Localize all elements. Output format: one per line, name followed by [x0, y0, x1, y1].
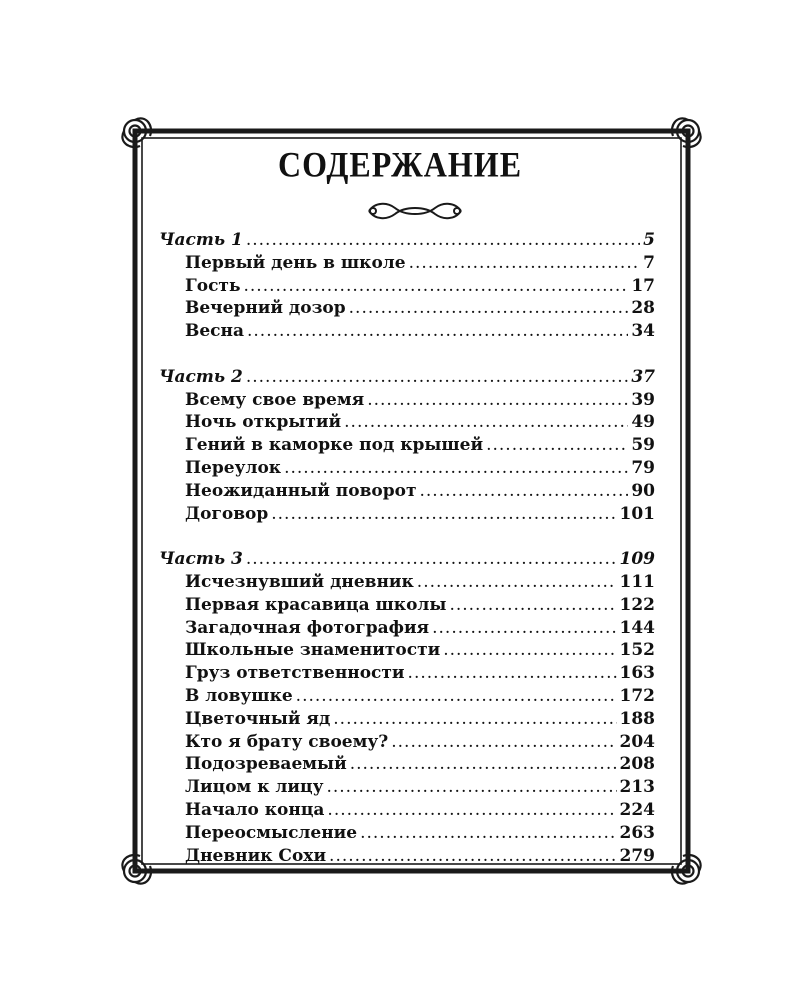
chapter-label: Всему свое время	[185, 389, 365, 410]
chapter-label: Неожиданный поворот	[185, 480, 417, 501]
chapter-label: Кто я брату своему?	[185, 731, 389, 752]
page-number: 224	[619, 799, 655, 820]
part-label: Часть 1	[159, 230, 243, 250]
leader-dots	[344, 411, 628, 434]
page-number: 163	[619, 663, 655, 684]
leader-dots	[244, 275, 629, 298]
toc-chapter-entry[interactable]	[155, 389, 655, 412]
part-label: Часть 2	[159, 366, 243, 387]
leader-dots	[350, 753, 617, 776]
toc-chapter-entry[interactable]	[155, 753, 655, 776]
leader-dots	[432, 617, 616, 640]
toc-chapter-entry[interactable]	[155, 708, 655, 731]
chapter-label: Переулок	[185, 457, 282, 478]
toc-part-entry[interactable]	[155, 548, 655, 571]
part-block	[155, 548, 655, 867]
chapter-label: В ловушке	[185, 685, 293, 706]
part-label: Часть 3	[159, 549, 243, 570]
leader-dots	[367, 389, 628, 412]
toc-chapter-entry[interactable]	[155, 571, 655, 594]
toc-chapter-entry[interactable]	[155, 297, 655, 320]
chapter-label: Лицом к лицу	[185, 777, 324, 798]
toc-chapter-entry[interactable]	[155, 594, 655, 617]
leader-dots	[486, 434, 628, 457]
toc-chapter-entry[interactable]	[155, 731, 655, 754]
leader-dots	[296, 685, 617, 708]
leader-dots	[246, 229, 640, 252]
chapter-label: Подозреваемый	[185, 754, 347, 775]
flourish-ornament-icon	[365, 196, 465, 226]
page-number: 39	[631, 389, 655, 410]
page-number: 79	[631, 457, 655, 478]
page-number: 90	[631, 480, 655, 501]
chapter-label: Груз ответственности	[185, 663, 405, 684]
chapter-label: Ночь открытий	[185, 412, 342, 433]
chapter-label: Дневник Сохи	[185, 845, 327, 866]
leader-dots	[326, 776, 616, 799]
page-number: 279	[619, 845, 655, 866]
toc-chapter-entry[interactable]	[155, 411, 655, 434]
chapter-label: Школьные знаменитости	[185, 640, 441, 661]
leader-dots	[247, 320, 628, 343]
page-number: 7	[643, 252, 655, 273]
page-number: 144	[619, 617, 655, 638]
page-number: 49	[631, 412, 655, 433]
leader-dots	[391, 731, 616, 754]
chapter-label: Первая красавица школы	[185, 594, 447, 615]
chapter-label: Первый день в школе	[185, 252, 406, 273]
leader-dots	[408, 662, 617, 685]
leader-dots	[329, 845, 616, 868]
page-number: 213	[619, 777, 655, 798]
toc-chapter-entry[interactable]	[155, 617, 655, 640]
toc-chapter-entry[interactable]	[155, 662, 655, 685]
leader-dots	[333, 708, 616, 731]
chapter-label: Договор	[185, 503, 269, 524]
chapter-label: Гений в каморке под крышей	[185, 435, 484, 456]
toc-chapter-entry[interactable]	[155, 845, 655, 868]
table-of-contents	[155, 229, 655, 867]
leader-dots	[409, 252, 641, 275]
page-number: 34	[631, 321, 655, 342]
leader-dots	[327, 799, 616, 822]
toc-part-entry[interactable]	[155, 229, 655, 252]
toc-chapter-entry[interactable]	[155, 822, 655, 845]
leader-dots	[246, 366, 628, 389]
chapter-label: Исчезнувший дневник	[185, 571, 414, 592]
chapter-label: Загадочная фотография	[185, 617, 430, 638]
toc-chapter-entry[interactable]	[155, 480, 655, 503]
chapter-label: Начало конца	[185, 799, 325, 820]
leader-dots	[419, 480, 628, 503]
page-number: 152	[619, 640, 655, 661]
leader-dots	[449, 594, 616, 617]
toc-chapter-entry[interactable]	[155, 320, 655, 343]
leader-dots	[271, 503, 616, 526]
page-number: 109	[619, 549, 655, 570]
toc-chapter-entry[interactable]	[155, 434, 655, 457]
leader-dots	[417, 571, 617, 594]
page-number: 37	[631, 366, 655, 387]
leader-dots	[246, 548, 617, 571]
page-number: 5	[643, 230, 655, 250]
toc-chapter-entry[interactable]	[155, 457, 655, 480]
toc-chapter-entry[interactable]	[155, 275, 655, 298]
page-number: 17	[631, 275, 655, 296]
page-number: 204	[619, 731, 655, 752]
leader-dots	[284, 457, 628, 480]
part-block	[155, 229, 655, 343]
page-number: 28	[631, 298, 655, 319]
leader-dots	[349, 297, 629, 320]
chapter-label: Вечерний дозор	[185, 298, 346, 319]
leader-dots	[443, 639, 616, 662]
page-number: 263	[619, 822, 655, 843]
chapter-label: Переосмысление	[185, 822, 358, 843]
page-title: СОДЕРЖАНИЕ	[277, 143, 523, 185]
page-number: 101	[619, 503, 655, 524]
toc-chapter-entry[interactable]	[155, 799, 655, 822]
part-block	[155, 366, 655, 526]
leader-dots	[360, 822, 616, 845]
toc-chapter-entry[interactable]	[155, 252, 655, 275]
chapter-label: Весна	[185, 321, 244, 342]
toc-chapter-entry[interactable]	[155, 685, 655, 708]
toc-part-entry[interactable]	[155, 366, 655, 389]
toc-chapter-entry[interactable]	[155, 776, 655, 799]
chapter-label: Цветочный яд	[185, 708, 331, 729]
page-number: 111	[619, 571, 655, 592]
page-number: 188	[619, 708, 655, 729]
page-number: 122	[619, 594, 655, 615]
page-number: 59	[631, 435, 655, 456]
toc-chapter-entry[interactable]	[155, 503, 655, 526]
toc-chapter-entry[interactable]	[155, 639, 655, 662]
chapter-label: Гость	[185, 275, 241, 296]
page-number: 172	[619, 685, 655, 706]
page-number: 208	[619, 754, 655, 775]
